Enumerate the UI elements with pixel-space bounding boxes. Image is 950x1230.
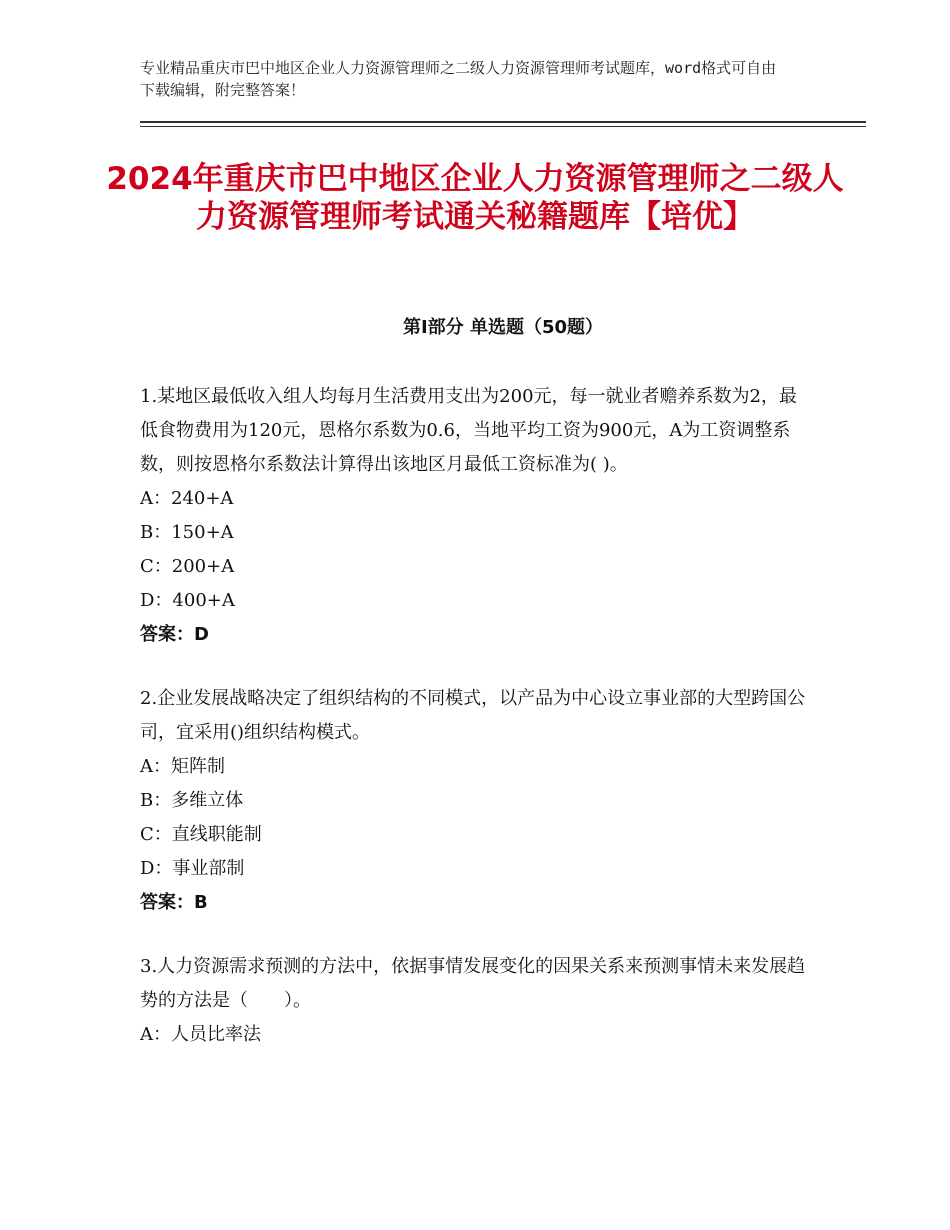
question-item [140,380,810,652]
question-option: B：多维立体 [140,790,244,811]
question-option: D：事业部制 [140,858,245,879]
document-title: 2024年重庆市巴中地区企业人力资源管理师之二级人力资源管理师考试通关秘籍题库【培优】 [106,161,844,235]
section-title: 第Ⅰ部分 单选题（50题） [402,317,603,338]
question-option: A：人员比率法 [140,1024,261,1045]
question-answer: 答案：B [140,892,208,913]
header-divider-thin [140,126,866,127]
question-stem: 3.人力资源需求预测的方法中，依据事情发展变化的因果关系来预测事情未来发展趋势的方法是（ ）。 [140,956,806,1011]
question-item [140,950,810,1052]
header-note: 专业精品重庆市巴中地区企业人力资源管理师之二级人力资源管理师考试题库，word格式可自由下载编辑，附完整答案！ [140,59,777,99]
header-divider [140,121,866,123]
question-option: C：直线职能制 [140,824,262,845]
question-option: C：200+A [140,556,235,577]
question-option: A：240+A [140,488,234,509]
question-option: D：400+A [140,590,235,611]
question-stem: 2.企业发展战略决定了组织结构的不同模式，以产品为中心设立事业部的大型跨国公司，宜采用()组织结构模式。 [140,688,806,743]
question-answer: 答案：D [140,624,209,645]
question-option: B：150+A [140,522,234,543]
question-list [140,380,810,1082]
question-option: A：矩阵制 [140,756,225,777]
question-stem: 1.某地区最低收入组人均每月生活费用支出为200元，每一就业者赡养系数为2，最低食物费用为120元，恩格尔系数为0.6，当地平均工资为900元，A为工资调整系数，则按恩格尔系数法计算得出该地区月最低工资标准为( )。 [140,386,797,475]
question-item [140,682,810,920]
